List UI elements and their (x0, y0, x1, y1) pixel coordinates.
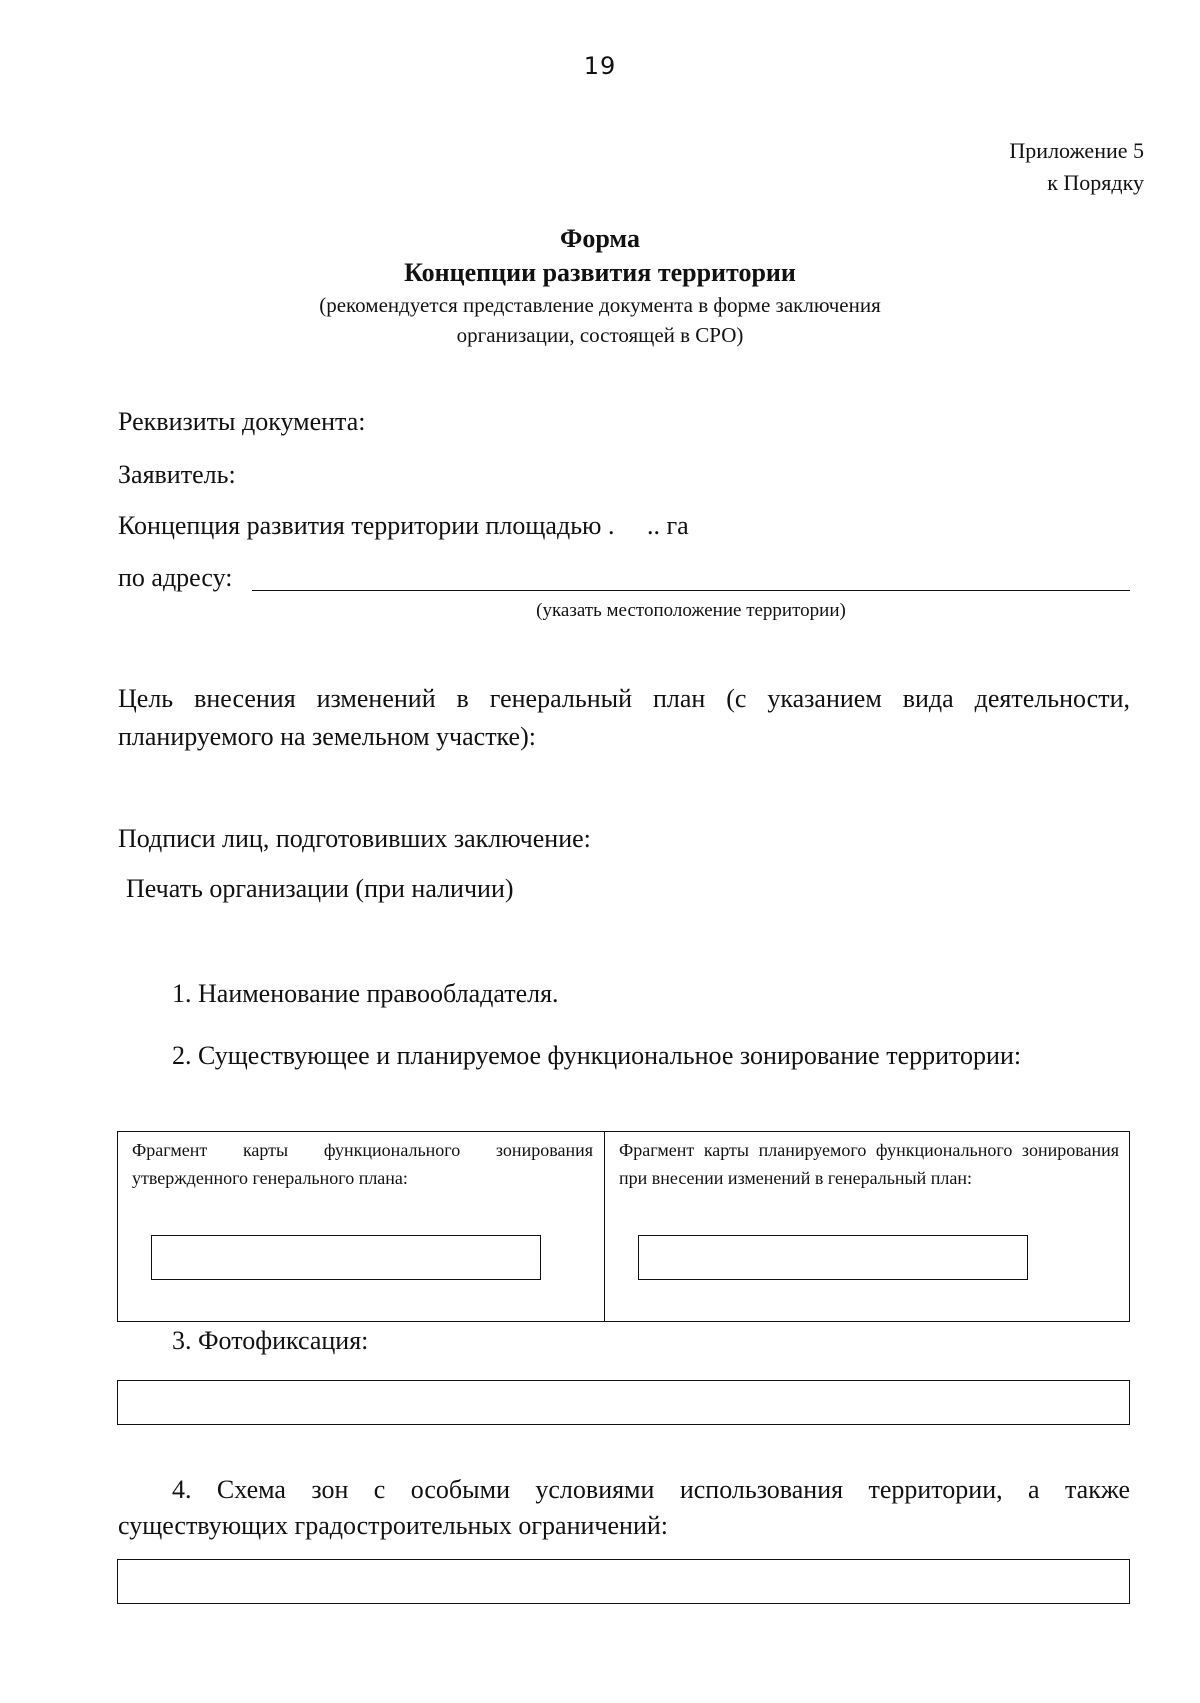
item-3-photo: 3. Фотофиксация: (172, 1326, 369, 1355)
address-input-line[interactable] (252, 590, 1130, 591)
zones-scheme-box[interactable] (117, 1559, 1130, 1604)
applicant-label: Заявитель: (118, 460, 236, 489)
form-label: Форма (560, 224, 640, 253)
signatures-label: Подписи лиц, подготовивших заключение: (118, 824, 591, 853)
photo-fixation-box[interactable] (117, 1380, 1130, 1425)
zoning-cell-planned-text: Фрагмент карты планируемого функционального зонирования при внесении изменений в генеральный план: (619, 1140, 1119, 1188)
address-label: по адресу: (118, 563, 233, 592)
form-header (0, 222, 1200, 350)
item-4-zones-scheme: 4. Схема зон с особыми условиями использования территории, а также существующих градостроительных ограничений: (118, 1475, 1130, 1540)
address-hint: (указать местоположение территории) (536, 600, 846, 621)
approved-map-fragment-box[interactable] (151, 1235, 541, 1280)
concept-area-label: Концепция развития территории площадью . .. га (118, 511, 689, 540)
form-subtitle-line1: (рекомендуется представление документа в форме заключения (319, 293, 881, 317)
zoning-cell-planned (605, 1132, 1129, 1321)
form-title: Концепции развития территории (404, 258, 796, 287)
page-number: 19 (583, 52, 617, 80)
zoning-cell-approved (118, 1132, 605, 1321)
zoning-cell-approved-text: Фрагмент карты функционального зонирования утвержденного генерального плана: (132, 1140, 593, 1188)
planned-map-fragment-box[interactable] (638, 1235, 1028, 1280)
appendix-order: к Порядку (1047, 170, 1144, 195)
form-subtitle-line2: организации, состоящей в СРО) (456, 323, 744, 347)
item-2-zoning: 2. Существующее и планируемое функциональное зонирование территории: (172, 1041, 1022, 1070)
seal-label: Печать организации (при наличии) (126, 874, 514, 903)
zoning-table (117, 1131, 1130, 1322)
requisites-label: Реквизиты документа: (118, 407, 366, 436)
appendix-number: Приложение 5 (1009, 138, 1144, 163)
appendix-reference (1009, 135, 1144, 199)
item-1-rights-holder: 1. Наименование правообладателя. (172, 979, 559, 1008)
purpose-label: Цель внесения изменений в генеральный план (с указанием вида деятельности, планируемого на земельном участке): (118, 684, 1130, 751)
